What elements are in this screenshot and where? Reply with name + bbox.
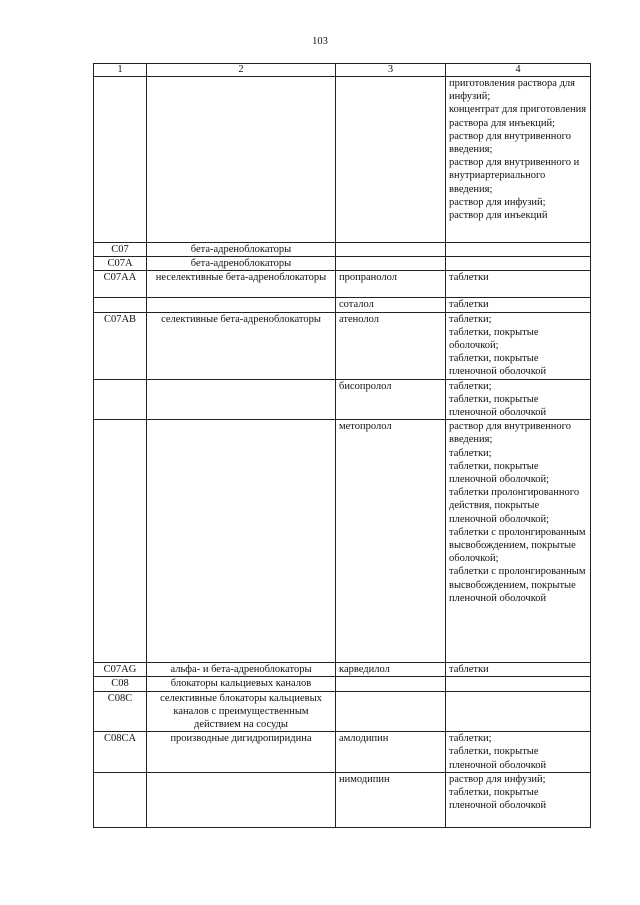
drug-name-cell xyxy=(336,677,446,691)
dosage-form: таблетки xyxy=(449,299,489,311)
drug-name-cell: нимодипин xyxy=(336,772,446,827)
atc-code-cell: C07 xyxy=(94,243,147,257)
atc-group-cell: бета-адреноблокаторы xyxy=(147,243,336,257)
table-header-row xyxy=(94,64,591,77)
atc-code-cell xyxy=(94,379,147,420)
dosage-form: таблетки; xyxy=(449,313,492,325)
drug-name-cell: бисопролол xyxy=(336,379,446,420)
atc-group-cell xyxy=(147,379,336,420)
column-header: 4 xyxy=(446,64,591,77)
table-row xyxy=(94,312,591,379)
dosage-forms-cell xyxy=(446,663,591,677)
table-row xyxy=(94,257,591,271)
drug-name-cell: карведилол xyxy=(336,663,446,677)
atc-group-cell xyxy=(147,420,336,663)
drug-name-cell xyxy=(336,691,446,732)
dosage-forms-cell xyxy=(446,772,591,827)
dosage-form: таблетки с пролонгированным высвобождением, покрытые оболочкой; xyxy=(449,526,586,565)
dosage-form: раствор для внутривенного введения; xyxy=(449,130,571,156)
column-header: 3 xyxy=(336,64,446,77)
column-header: 1 xyxy=(94,64,147,77)
atc-code-cell: C07AA xyxy=(94,271,147,298)
table-row xyxy=(94,298,591,312)
table-row xyxy=(94,379,591,420)
atc-group-cell: производные дигидропиридина xyxy=(147,732,336,773)
table-row xyxy=(94,77,591,243)
table-row xyxy=(94,732,591,773)
atc-code-cell xyxy=(94,772,147,827)
drug-name-cell xyxy=(336,77,446,243)
table-body xyxy=(94,77,591,828)
atc-group-cell: бета-адреноблокаторы xyxy=(147,257,336,271)
page-number: 103 xyxy=(312,36,328,47)
table-row xyxy=(94,677,591,691)
drug-table xyxy=(93,63,591,828)
dosage-forms-cell xyxy=(446,298,591,312)
atc-code-cell: C08C xyxy=(94,691,147,732)
atc-group-cell: селективные блокаторы кальциевых каналов с преимущественным действием на сосуды xyxy=(147,691,336,732)
dosage-forms-cell xyxy=(446,257,591,271)
table-row xyxy=(94,663,591,677)
table-row xyxy=(94,772,591,827)
atc-code-cell: C08CA xyxy=(94,732,147,773)
dosage-form: таблетки, покрытые пленочной оболочкой; xyxy=(449,460,550,486)
dosage-form: приготовления раствора для инфузий; xyxy=(449,78,575,103)
dosage-form: таблетки пролонгированного действия, покрытые пленочной оболочкой; xyxy=(449,487,580,525)
drug-name-cell: амлодипин xyxy=(336,732,446,773)
atc-code-cell: C07AB xyxy=(94,312,147,379)
drug-name-cell: метопролол xyxy=(336,420,446,663)
atc-group-cell: неселективные бета-адреноблокаторы xyxy=(147,271,336,298)
atc-code-cell: C08 xyxy=(94,677,147,691)
table-row xyxy=(94,691,591,732)
atc-group-cell xyxy=(147,298,336,312)
drug-name-cell: пропранолол xyxy=(336,271,446,298)
atc-code-cell xyxy=(94,77,147,243)
dosage-form: таблетки; xyxy=(449,733,492,745)
dosage-form: таблетки, покрытые оболочкой; xyxy=(449,326,539,352)
dosage-form: раствор для инфузий; xyxy=(449,196,546,208)
atc-group-cell xyxy=(147,77,336,243)
dosage-forms-cell xyxy=(446,677,591,691)
drug-name-cell xyxy=(336,243,446,257)
atc-group-cell: блокаторы кальциевых каналов xyxy=(147,677,336,691)
atc-code-cell: C07A xyxy=(94,257,147,271)
dosage-forms-cell xyxy=(446,420,591,663)
atc-code-cell xyxy=(94,298,147,312)
dosage-form: таблетки xyxy=(449,664,489,676)
atc-code-cell xyxy=(94,420,147,663)
dosage-form: таблетки xyxy=(449,272,489,284)
drug-name-cell: соталол xyxy=(336,298,446,312)
dosage-form: таблетки; xyxy=(449,380,492,392)
dosage-forms-cell xyxy=(446,312,591,379)
dosage-form: таблетки; xyxy=(449,447,492,459)
dosage-form: раствор для внутривенного и внутриартериального введения; xyxy=(449,157,580,195)
atc-group-cell: селективные бета-адреноблокаторы xyxy=(147,312,336,379)
dosage-forms-cell xyxy=(446,271,591,298)
dosage-forms-cell xyxy=(446,732,591,773)
dosage-forms-cell xyxy=(446,379,591,420)
atc-group-cell xyxy=(147,772,336,827)
dosage-form: таблетки, покрытые пленочной оболочкой xyxy=(449,393,547,419)
column-header: 2 xyxy=(147,64,336,77)
table-row xyxy=(94,420,591,663)
table-row xyxy=(94,271,591,298)
dosage-form: таблетки с пролонгированным высвобождением, покрытые пленочной оболочкой xyxy=(449,566,586,604)
dosage-forms-cell xyxy=(446,243,591,257)
dosage-form: таблетки, покрытые пленочной оболочкой xyxy=(449,787,547,812)
dosage-form: раствор для внутривенного введения; xyxy=(449,421,571,446)
dosage-forms-cell xyxy=(446,77,591,243)
atc-code-cell: C07AG xyxy=(94,663,147,677)
dosage-form: таблетки, покрытые пленочной оболочкой xyxy=(449,746,547,771)
atc-group-cell: альфа- и бета-адреноблокаторы xyxy=(147,663,336,677)
dosage-form: таблетки, покрытые пленочной оболочкой xyxy=(449,353,547,378)
dosage-form: концентрат для приготовления раствора для инъекций; xyxy=(449,104,587,129)
dosage-form: раствор для инъекций xyxy=(449,210,548,222)
drug-name-cell xyxy=(336,257,446,271)
drug-name-cell: атенолол xyxy=(336,312,446,379)
dosage-form: раствор для инфузий; xyxy=(449,773,546,785)
dosage-forms-cell xyxy=(446,691,591,732)
table-row xyxy=(94,243,591,257)
